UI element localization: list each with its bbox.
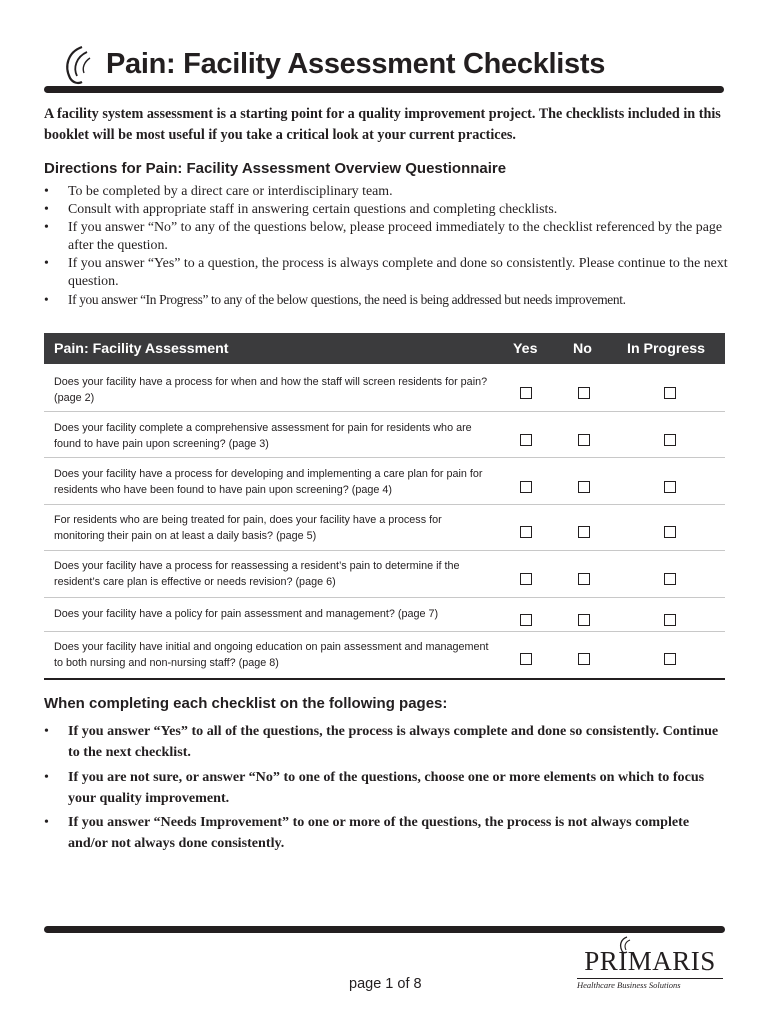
column-header-no: No — [573, 341, 592, 357]
question-text: Does your facility have a process for reassessing a resident’s pain to determine if the resident’s care plan is effective or needs revision? (page 6) — [54, 560, 460, 588]
yes-checkbox[interactable] — [520, 526, 532, 538]
directions-item: • To be completed by a direct care or interdisciplinary team. — [44, 183, 728, 201]
question-text: For residents who are being treated for pain, does your facility have a process for monitoring their pain on at least a daily basis? (page 5) — [54, 514, 442, 542]
directions-heading: Directions for Pain: Facility Assessment Overview Questionnaire — [44, 160, 507, 177]
question-text: Does your facility have a policy for pain assessment and management? (page 7) — [54, 608, 439, 620]
question-text: Does your facility complete a comprehensive assessment for pain for residents who are found to have pain upon screening? (page 3) — [54, 422, 472, 450]
table-row — [44, 458, 725, 505]
no-checkbox[interactable] — [578, 614, 590, 626]
intro-paragraph: A facility system assessment is a starting point for a quality improvement project. The checklists included in this booklet will be most useful if you take a critical look at your current practices. — [44, 106, 721, 143]
in-progress-checkbox[interactable] — [664, 614, 676, 626]
table-row — [44, 505, 725, 551]
swirl-logo-icon — [60, 44, 94, 86]
yes-checkbox[interactable] — [520, 387, 532, 399]
page-title: Pain: Facility Assessment Checklists — [106, 48, 606, 80]
assessment-table — [44, 333, 725, 680]
instruction-item: • If you answer “Needs Improvement” to one or more of the questions, the process is not always complete and/or not always done consistently. — [44, 812, 728, 854]
instruction-item: • If you are not sure, or answer “No” to one of the questions, choose one or more elements on which to focus your quality improvement. — [44, 767, 728, 809]
in-progress-checkbox[interactable] — [664, 526, 676, 538]
no-checkbox[interactable] — [578, 573, 590, 585]
page-number: page 1 of 8 — [349, 976, 422, 992]
checklist-instructions-list — [44, 721, 728, 858]
column-header-yes: Yes — [513, 341, 538, 357]
table-title: Pain: Facility Assessment — [54, 341, 229, 357]
directions-item: • Consult with appropriate staff in answering certain questions and completing checklists. — [44, 201, 728, 219]
yes-checkbox[interactable] — [520, 614, 532, 626]
in-progress-checkbox[interactable] — [664, 387, 676, 399]
no-checkbox[interactable] — [578, 526, 590, 538]
column-header-in-progress: In Progress — [627, 341, 706, 357]
checklist-instructions-heading: When completing each checklist on the following pages: — [44, 695, 448, 712]
table-row — [44, 412, 725, 458]
title-divider — [44, 86, 724, 93]
yes-checkbox[interactable] — [520, 653, 532, 665]
no-checkbox[interactable] — [578, 387, 590, 399]
brand-underline — [577, 978, 723, 979]
yes-checkbox[interactable] — [520, 434, 532, 446]
table-row — [44, 551, 725, 598]
directions-item: • If you answer “No” to any of the questions below, please proceed immediately to the checklist referenced by the page after the question. — [44, 219, 728, 255]
table-row — [44, 598, 725, 632]
no-checkbox[interactable] — [578, 434, 590, 446]
no-checkbox[interactable] — [578, 481, 590, 493]
table-header — [44, 333, 725, 364]
instruction-item: • If you answer “Yes” to all of the questions, the process is always complete and done so consistently. Continue to the next checklist. — [44, 721, 728, 763]
table-row — [44, 632, 725, 680]
directions-item: • If you answer “In Progress” to any of the below questions, the need is being addressed but needs improvement. — [44, 291, 728, 309]
yes-checkbox[interactable] — [520, 573, 532, 585]
primaris-logo — [575, 932, 725, 992]
brand-name: PRIMARIS — [584, 946, 716, 976]
table-row — [44, 364, 725, 412]
in-progress-checkbox[interactable] — [664, 573, 676, 585]
in-progress-checkbox[interactable] — [664, 481, 676, 493]
in-progress-checkbox[interactable] — [664, 434, 676, 446]
brand-tagline: Healthcare Business Solutions — [577, 980, 681, 990]
yes-checkbox[interactable] — [520, 481, 532, 493]
question-text: Does your facility have a process for when and how the staff will screen residents for pain? (page 2) — [54, 376, 488, 404]
question-text: Does your facility have a process for developing and implementing a care plan for pain for residents who have been found to have pain upon screening? (page 4) — [54, 468, 483, 496]
question-text: Does your facility have initial and ongoing education on pain assessment and management to both nursing and non-nursing staff? (page 8) — [54, 641, 489, 669]
no-checkbox[interactable] — [578, 653, 590, 665]
directions-item: • If you answer “Yes” to a question, the process is always complete and done so consistently. Please continue to the next question. — [44, 255, 728, 291]
in-progress-checkbox[interactable] — [664, 653, 676, 665]
directions-list — [44, 183, 728, 309]
